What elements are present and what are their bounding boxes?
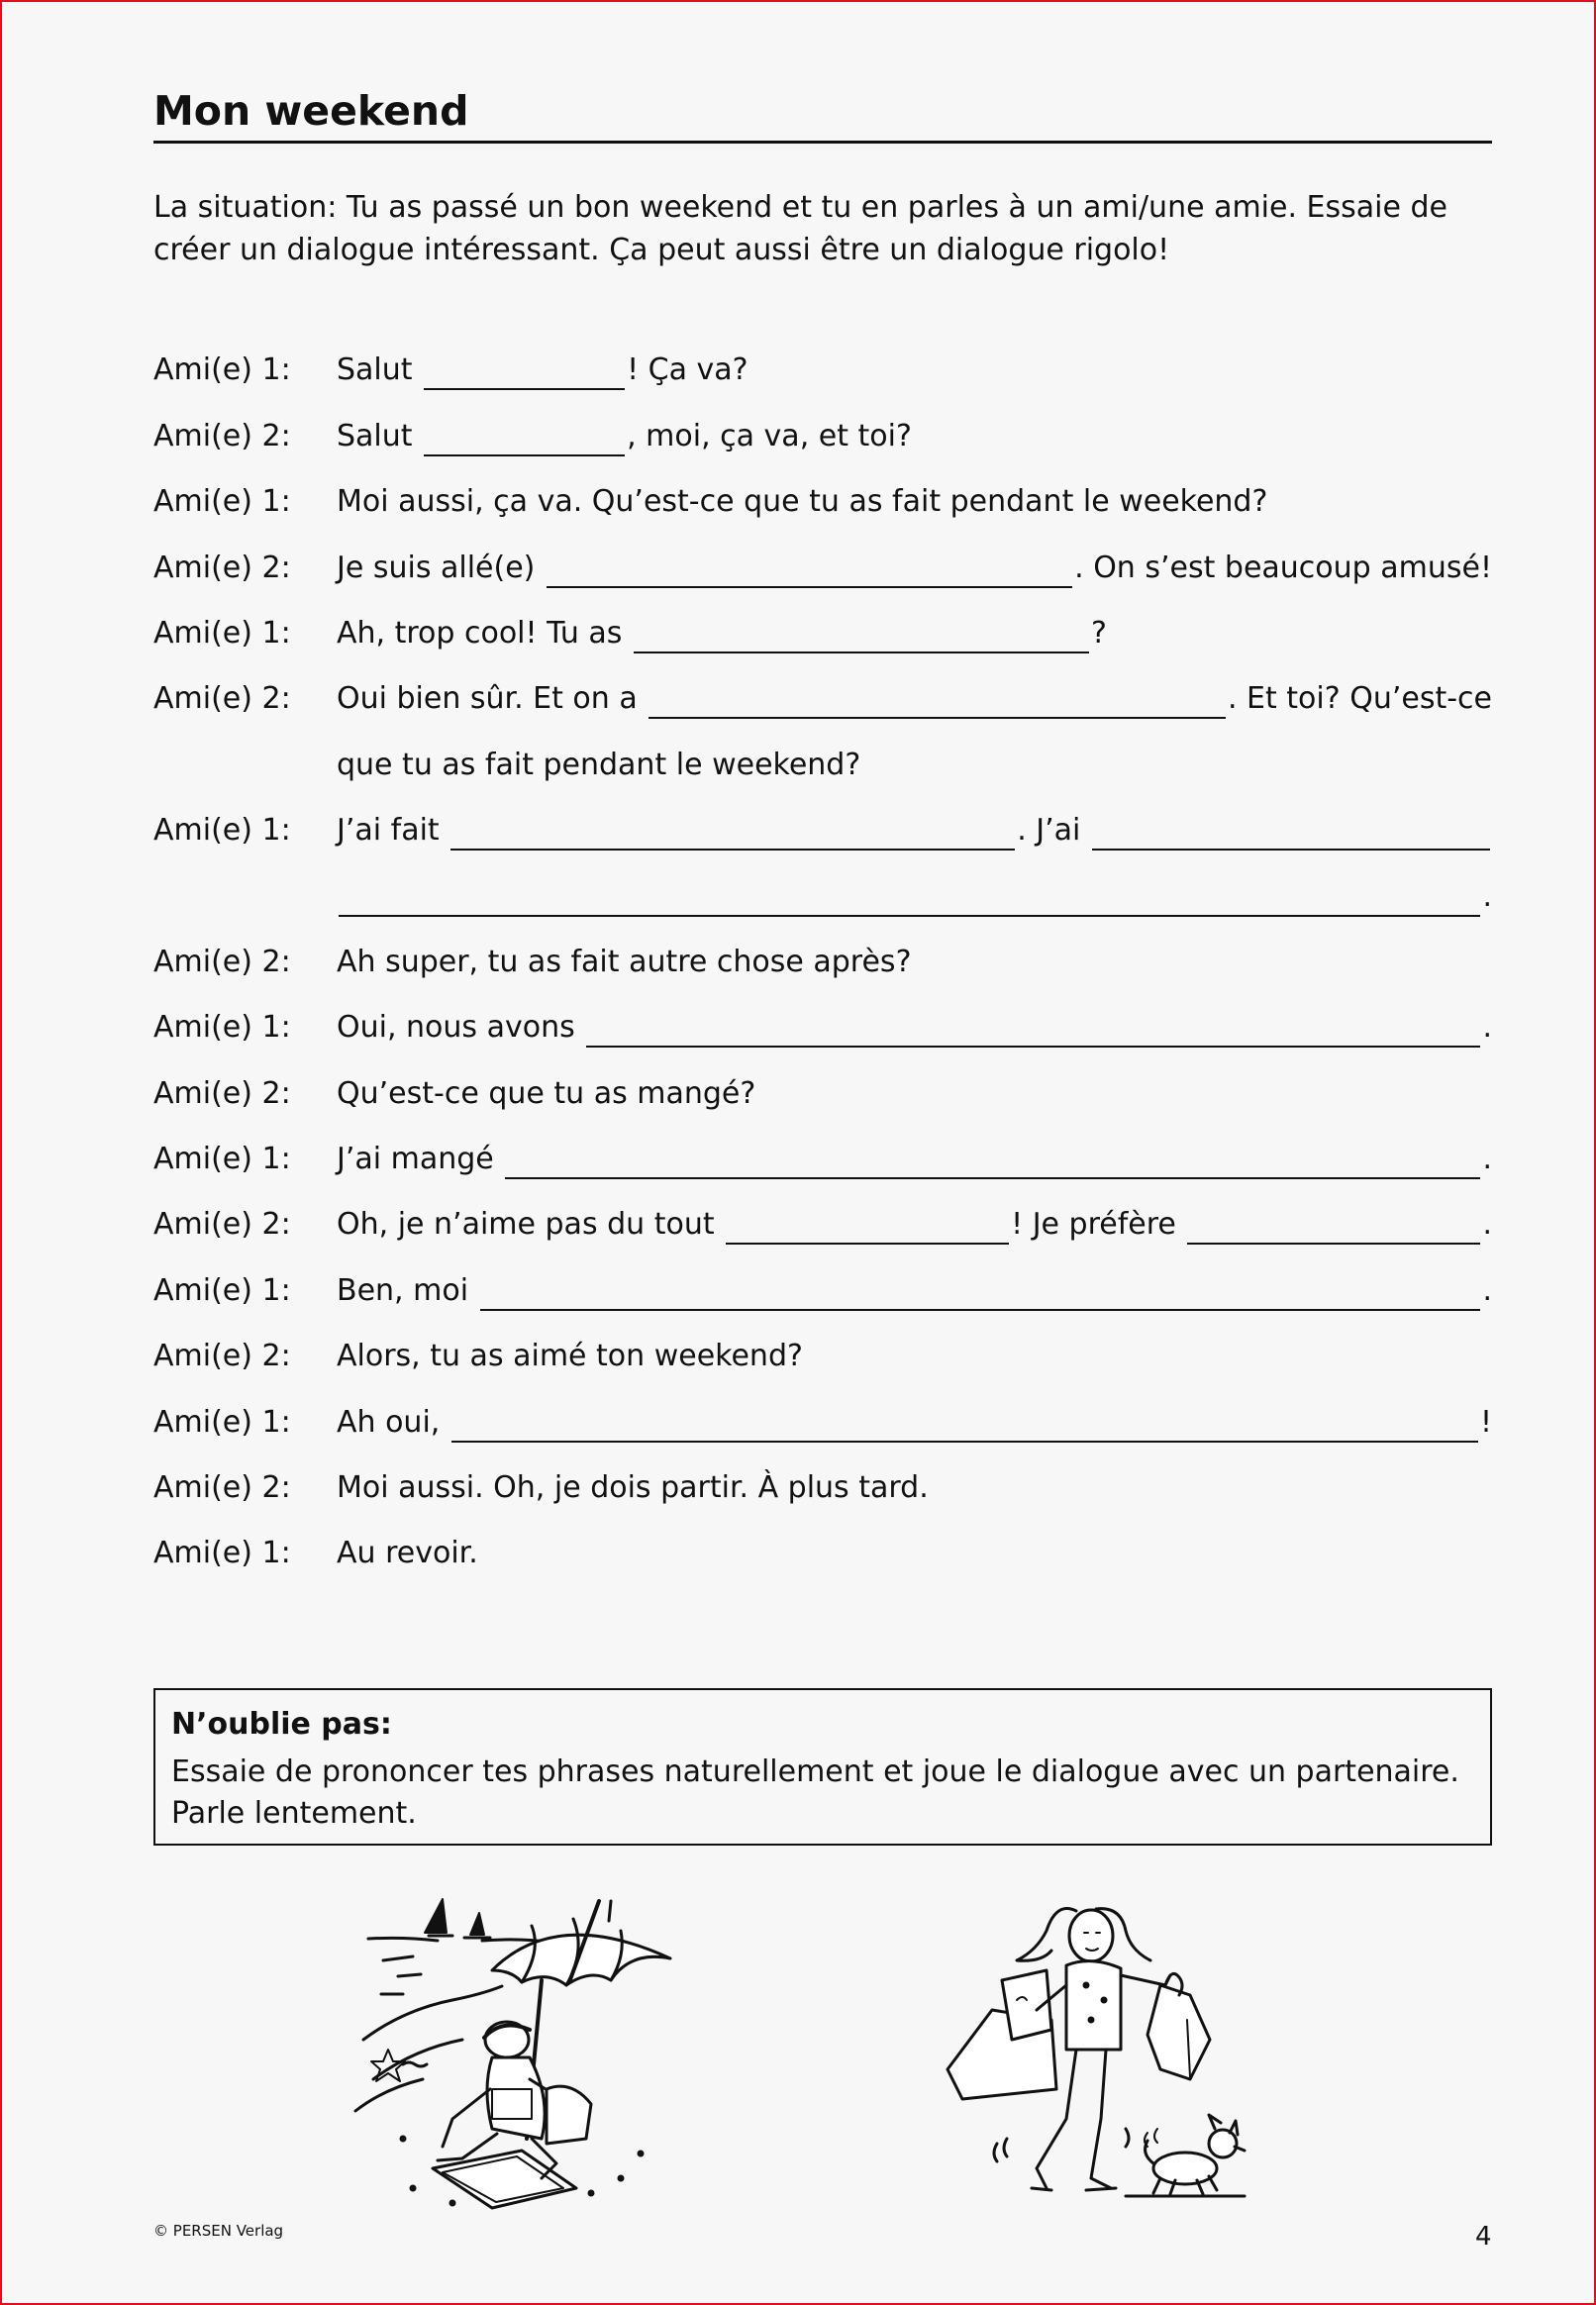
line-text: Ben, moi	[337, 1272, 478, 1308]
dialogue-line	[337, 1271, 1492, 1321]
speaker-label: Ami(e) 2:	[153, 1207, 291, 1243]
line-text: !	[1479, 1404, 1492, 1440]
dialogue-line	[337, 1468, 1492, 1518]
line-text: Salut	[337, 352, 423, 388]
line-text: Oh, je n’aime pas du tout	[337, 1207, 725, 1243]
dialogue-row	[153, 729, 1492, 794]
line-text: ?	[1090, 615, 1107, 651]
reminder-text: Essaie de prononcer tes phrases naturellement et joue le dialogue avec un partenaire. Parle lentement.	[171, 1754, 1459, 1831]
dialogue-line	[337, 811, 1492, 860]
speaker-label: Ami(e) 1:	[153, 484, 291, 520]
speaker-label: Ami(e) 1:	[153, 1404, 291, 1440]
dialogue-line	[337, 1205, 1492, 1254]
fill-blank[interactable]	[1092, 819, 1490, 851]
dialogue-line	[337, 943, 1492, 992]
speaker-label	[153, 785, 337, 795]
fill-blank[interactable]	[424, 358, 625, 390]
dialogue-row	[153, 1057, 1492, 1123]
dialogue-row	[153, 335, 1492, 400]
dialogue-line	[337, 417, 1492, 466]
line-text: . Et toi? Qu’est-ce	[1227, 681, 1492, 717]
dialogue-row	[153, 1321, 1492, 1386]
dialogue-line	[337, 1008, 1492, 1057]
line-text: Oui bien sûr. Et on a	[337, 681, 648, 717]
line-text: Salut	[337, 418, 423, 453]
dialogue-line	[337, 614, 1492, 663]
speaker-label: Ami(e) 2:	[153, 550, 291, 585]
line-text: Qu’est-ce que tu as mangé?	[337, 1075, 756, 1111]
dialogue-line	[337, 1534, 1492, 1583]
fill-blank[interactable]	[450, 819, 1015, 851]
line-text: .	[1482, 1272, 1492, 1308]
line-text: Je suis allé(e)	[337, 550, 545, 585]
page-title: Mon weekend	[153, 85, 1492, 144]
line-text: Oui, nous avons	[337, 1010, 585, 1046]
speaker-label: Ami(e) 2:	[153, 944, 291, 979]
dialogue-row	[153, 466, 1492, 532]
speaker-label: Ami(e) 2:	[153, 1470, 291, 1506]
speaker-label: Ami(e) 1:	[153, 1142, 291, 1177]
beach-illustration	[344, 1891, 700, 2218]
dialogue-row	[153, 992, 1492, 1057]
line-text: .	[1482, 1142, 1492, 1177]
dialogue-row	[153, 400, 1492, 465]
fill-blank[interactable]	[634, 622, 1089, 653]
speaker-label	[153, 917, 337, 927]
dialogue-line	[337, 1403, 1492, 1453]
line-text: J’ai mangé	[337, 1142, 504, 1177]
dialogue-row	[153, 1189, 1492, 1254]
dialogue-row	[153, 1518, 1492, 1583]
line-text: .	[1482, 1207, 1492, 1243]
line-text: . J’ai	[1017, 813, 1090, 849]
dialogue-row	[153, 860, 1492, 926]
fill-blank[interactable]	[339, 885, 1480, 917]
fill-blank[interactable]	[1187, 1213, 1480, 1245]
dialogue-row	[153, 1453, 1492, 1518]
dialogue-row	[153, 1124, 1492, 1189]
line-text: que tu as fait pendant le weekend?	[337, 747, 861, 782]
speaker-label: Ami(e) 1:	[153, 352, 291, 388]
speaker-label: Ami(e) 1:	[153, 1272, 291, 1308]
dialogue-row	[153, 927, 1492, 992]
dialogue-line	[337, 877, 1492, 927]
dialogue-line	[337, 679, 1492, 729]
speaker-label: Ami(e) 2:	[153, 1075, 291, 1111]
fill-blank[interactable]	[547, 556, 1072, 588]
speaker-label: Ami(e) 2:	[153, 1339, 291, 1374]
reminder-box	[153, 1688, 1492, 1846]
reminder-title: N’oublie pas:	[171, 1707, 392, 1742]
fill-blank[interactable]	[648, 687, 1226, 719]
speaker-label: Ami(e) 2:	[153, 681, 291, 717]
line-text: Ah, trop cool! Tu as	[337, 615, 632, 651]
fill-blank[interactable]	[586, 1016, 1480, 1048]
dialogue-row	[153, 1254, 1492, 1320]
dialogue-row	[153, 663, 1492, 729]
dialogue-line	[337, 746, 1492, 795]
line-text: ! Ça va?	[627, 352, 748, 388]
line-text: Ah oui,	[337, 1404, 449, 1440]
line-text: Ah super, tu as fait autre chose après?	[337, 944, 912, 979]
line-text: Alors, tu as aimé ton weekend?	[337, 1339, 803, 1374]
speaker-label: Ami(e) 1:	[153, 1010, 291, 1046]
copyright-footer: © PERSEN Verlag	[153, 2222, 284, 2240]
fill-blank[interactable]	[505, 1148, 1480, 1179]
speaker-label: Ami(e) 1:	[153, 615, 291, 651]
fill-blank[interactable]	[480, 1279, 1481, 1311]
speaker-label: Ami(e) 2:	[153, 418, 291, 453]
fill-blank[interactable]	[451, 1411, 1478, 1443]
dialogue-line	[337, 549, 1492, 598]
line-text: Moi aussi, ça va. Qu’est-ce que tu as fait pendant le weekend?	[337, 484, 1268, 520]
line-text: ! Je préfère	[1011, 1207, 1186, 1243]
intro-paragraph: La situation: Tu as passé un bon weekend et tu en parles à un ami/une amie. Essaie de créer un dialogue intéressant. Ça peut aussi être un dialogue rigolo!	[153, 190, 1447, 267]
dialogue-row	[153, 1386, 1492, 1452]
line-text: .	[1482, 1010, 1492, 1046]
line-text: Moi aussi. Oh, je dois partir. À plus tard.	[337, 1470, 929, 1506]
line-text: Au revoir.	[337, 1536, 478, 1571]
fill-blank[interactable]	[726, 1213, 1009, 1245]
dialogue-line	[337, 1337, 1492, 1386]
line-text: J’ai fait	[337, 813, 449, 849]
dialogue-line	[337, 482, 1492, 532]
dialogue-line	[337, 1074, 1492, 1124]
dialogue-line	[337, 351, 1492, 400]
dialogue-row	[153, 532, 1492, 597]
speaker-label: Ami(e) 1:	[153, 813, 291, 849]
fill-blank[interactable]	[424, 425, 625, 456]
line-text: . On s’est beaucoup amusé!	[1074, 550, 1492, 585]
dialogue-line	[337, 1140, 1492, 1189]
line-text: .	[1482, 878, 1492, 914]
shopping-illustration	[928, 1891, 1254, 2218]
line-text: , moi, ça va, et toi?	[627, 418, 912, 453]
dialogue-row	[153, 795, 1492, 860]
dialogue-row	[153, 598, 1492, 663]
dialogue	[153, 335, 1492, 1583]
speaker-label: Ami(e) 1:	[153, 1536, 291, 1571]
page-number: 4	[1475, 2222, 1492, 2252]
